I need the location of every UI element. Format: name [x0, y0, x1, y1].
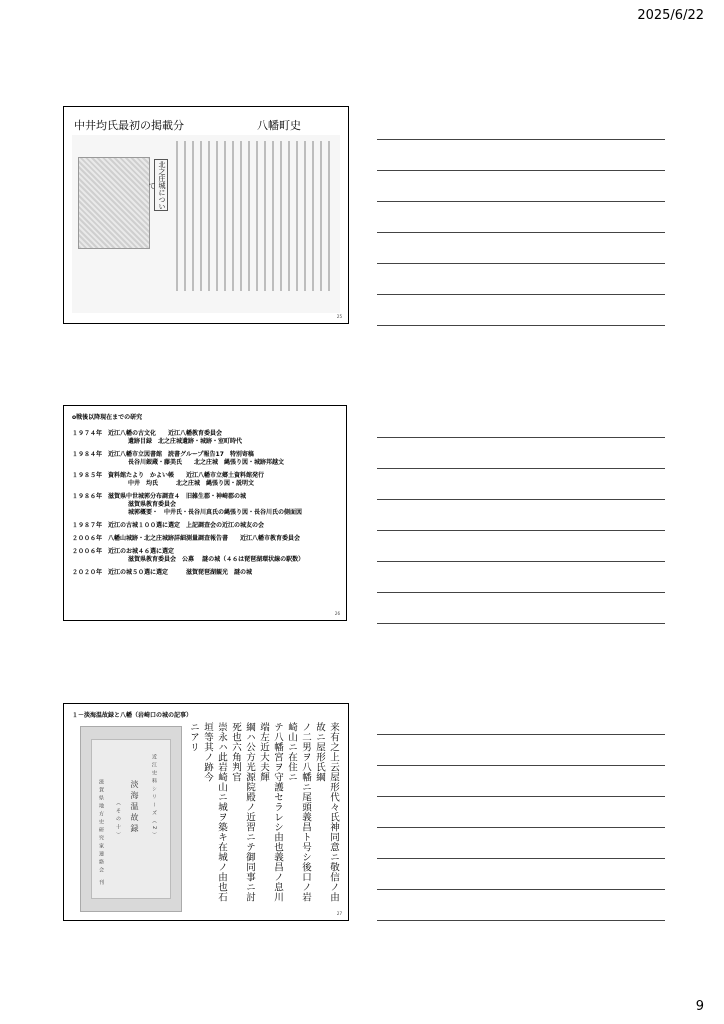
notes-lines-1: [377, 139, 665, 356]
research-entry: [72, 451, 338, 467]
notes-lines-3: [377, 734, 665, 951]
vertical-text-line: ニアリ: [188, 722, 199, 752]
text-column: [200, 141, 202, 291]
page-number: 9: [695, 999, 704, 1014]
text-column: [288, 141, 290, 291]
research-entry: [72, 522, 338, 530]
entry-line1: １９８５年 資料館たより かよい帳 近江八幡市立郷土資料館発行: [72, 472, 265, 479]
text-column: [264, 141, 266, 291]
slide-3: [63, 703, 349, 921]
slide-number: 25: [336, 314, 342, 319]
article-heading: 北之庄城について: [148, 160, 166, 210]
text-column: [176, 141, 178, 291]
entry-line1: １９７４年 近江八幡の古文化 近江八幡教育委員会: [72, 430, 223, 437]
entry-line2: 長谷川銀蔵・藤美氏 北之庄城 縄張り図・城跡邦越文: [128, 459, 285, 466]
scanned-article: [72, 135, 340, 313]
text-column: [216, 141, 218, 291]
entry-line1: １９８７年 近江の古城１００選に選定 上記調査会の近江の城友の会: [72, 522, 265, 529]
entry-line2: 中井 均氏 北之庄城 縄張り図・説明文: [128, 480, 255, 487]
slide-2: [63, 405, 347, 621]
text-column: [240, 141, 242, 291]
slide-title: 中井均氏最初の掲載分: [74, 119, 184, 132]
entry-line1: ２０２０年 近江の城５０選に選定 滋賀琵琶湖観光 謎の城: [72, 569, 253, 576]
text-column: [256, 141, 258, 291]
vertical-text-line: 綱ハ公方光源院殿ノ近習ニテ御同事ニ討死也六角判官: [230, 722, 255, 902]
text-column: [208, 141, 210, 291]
research-entry: [72, 569, 338, 577]
entry-line2: 滋賀県教育委員会: [128, 501, 177, 508]
text-column: [248, 141, 250, 291]
research-list: [72, 430, 338, 577]
book-cover: [80, 726, 182, 912]
map-image: [78, 157, 150, 249]
text-column: [192, 141, 194, 291]
text-column: [184, 141, 186, 291]
entry-line2: 城郭概要・ 中井氏・長谷川真氏の縄張り図・長谷川氏の側面図: [128, 509, 303, 516]
slide-subtitle: 八幡町史: [257, 119, 301, 132]
notes-lines-2: [377, 437, 665, 654]
slide-number: 26: [334, 611, 340, 616]
research-entry: [72, 430, 338, 446]
vertical-text-line: 来有之上云屋形代々氏神同意ニ敬信ノ由故ニ屋形氏綱: [314, 722, 339, 902]
text-column: [328, 141, 330, 291]
research-entry: [72, 472, 338, 488]
slide-title: １－淡海温故録と八幡（岩崎口の城の記事）: [72, 712, 193, 719]
vertical-text-line: 崇永ハ此岩崎山ニ城ヲ築キ在城ノ由也石垣等其ノ跡今: [202, 722, 227, 902]
text-column: [320, 141, 322, 291]
book-publisher: 滋賀県地方史研究家連絡会 刊: [98, 779, 104, 888]
text-column: [224, 141, 226, 291]
slide-heading: o戦後以降現在までの研究: [72, 414, 143, 421]
vertical-quote: [188, 722, 340, 902]
text-column: [304, 141, 306, 291]
research-entry: [72, 493, 338, 517]
text-column: [312, 141, 314, 291]
research-entry: [72, 548, 338, 564]
entry-line2: 滋賀県教育委員会 公募 謎の城（４６は琵琶湖環状線の駅数）: [128, 556, 305, 563]
entry-line2: 遺跡目録 北之庄城遺跡・城跡・室町時代: [128, 438, 243, 445]
book-title: 淡海温故録: [130, 780, 139, 835]
slide-1: [63, 106, 349, 324]
entry-line1: ２００６年 近江のお城４６選に選定: [72, 548, 175, 555]
entry-line1: １９８６年 滋賀県中世城郭分布調査４ 旧雑生郡・神崎郡の城: [72, 493, 247, 500]
text-column: [272, 141, 274, 291]
vertical-text-line: テ八幡宮ヲ守護セラレシ由也義昌ノ息川端左近大夫輝: [258, 722, 283, 902]
text-column: [232, 141, 234, 291]
text-column: [296, 141, 298, 291]
book-series: 近江史料シリーズ（2）: [151, 754, 157, 841]
print-date: 2025/6/22: [637, 8, 704, 23]
slide-number: 27: [336, 911, 342, 916]
research-entry: [72, 535, 338, 543]
text-column: [280, 141, 282, 291]
book-subtitle: （その十）: [115, 800, 121, 840]
entry-line1: １９８４年 近江八幡市立図書館 読書グループ報告17 特別寄稿: [72, 451, 254, 458]
entry-line1: ２００６年 八幡山城跡・北之庄城跡詳細測量調査報告書 近江八幡市教育委員会: [72, 535, 301, 542]
vertical-text-line: ノ二男ヲ八幡ニ尾頭義昌ト号シ後口ノ岩崎山ニ在住ニ: [286, 722, 311, 902]
